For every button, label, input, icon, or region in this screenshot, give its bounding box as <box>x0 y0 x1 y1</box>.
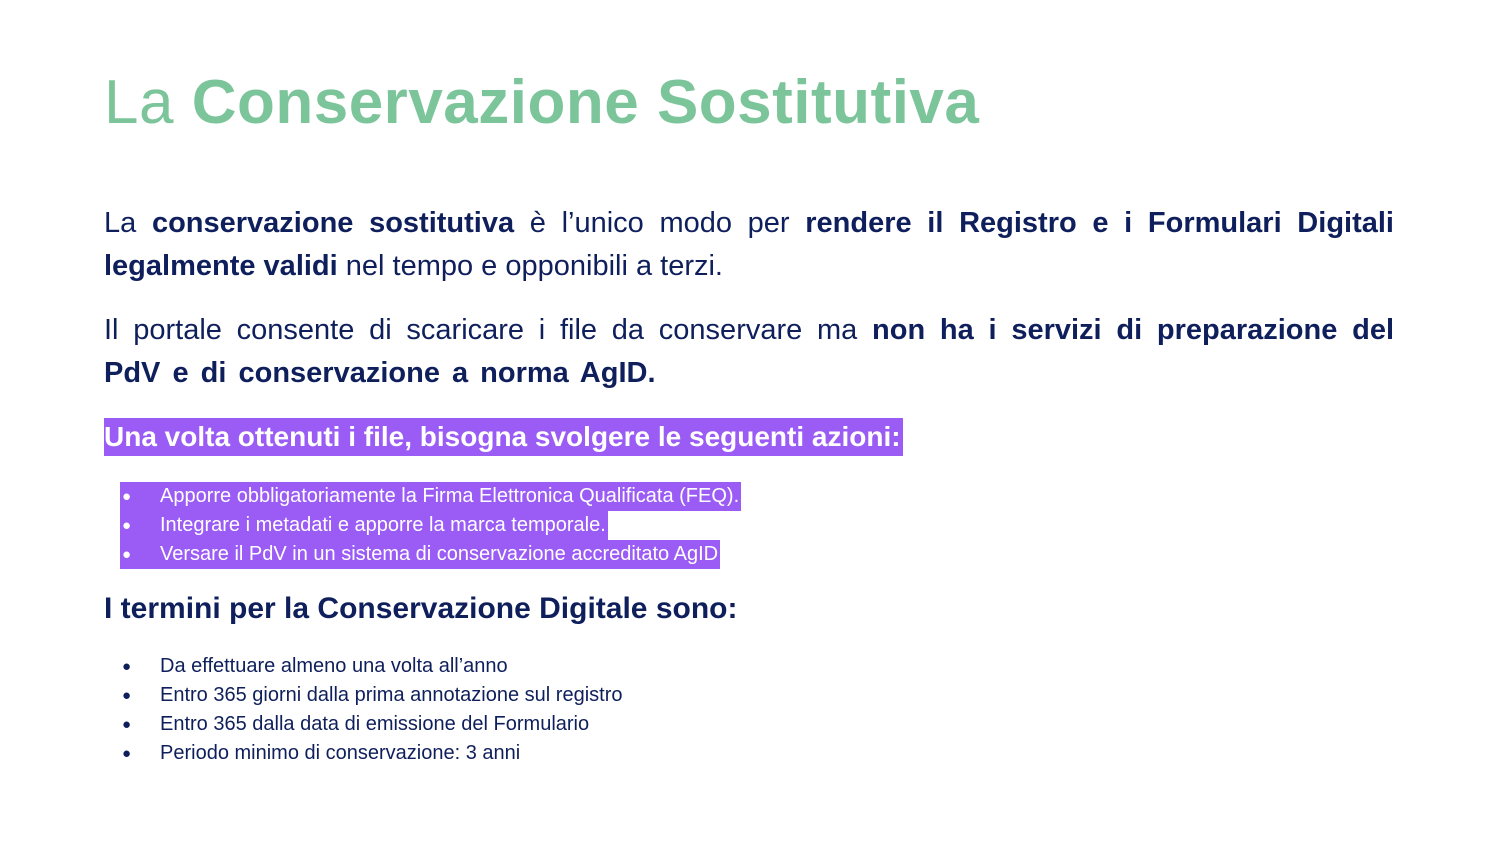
p1-bold-1: conservazione sostitutiva <box>151 207 515 239</box>
list-item <box>120 652 623 681</box>
p1-text-3: nel tempo e opponibili a terzi. <box>337 250 723 282</box>
action-text: Integrare i metadati e apporre la marca temporale. <box>160 514 606 536</box>
slide-title <box>104 62 979 144</box>
p2-text-1: Il portale consente di scaricare i file da conservare ma <box>104 314 873 346</box>
list-item <box>120 739 623 768</box>
paragraph-portale <box>104 309 1394 395</box>
list-item <box>120 482 741 511</box>
actions-list <box>120 482 741 569</box>
bullet-icon: ● <box>122 745 132 762</box>
bullet-icon: ● <box>122 546 132 563</box>
term-text: Da effettuare almeno una volta all’anno <box>160 655 508 677</box>
p1-text-2: è l’unico modo per <box>514 207 806 239</box>
list-item <box>120 511 741 540</box>
bullet-icon: ● <box>122 687 132 704</box>
list-item <box>120 681 623 710</box>
term-text: Entro 365 dalla data di emissione del Formulario <box>160 713 590 735</box>
list-item <box>120 710 623 739</box>
term-text: Entro 365 giorni dalla prima annotazione sul registro <box>160 684 623 706</box>
p2-bold-1: non ha i servizi di preparazione del PdV e di conservazione a norma AgID. <box>104 314 1395 389</box>
bullet-icon: ● <box>122 716 132 733</box>
highlight-wrap <box>120 540 720 569</box>
highlight-wrap <box>120 511 608 540</box>
p1-bold-2: rendere il Registro e i Formulari Digitali legalmente validi <box>104 207 1394 282</box>
action-text: Versare il PdV in un sistema di conservazione accreditato AgID <box>160 543 719 565</box>
list-item <box>120 540 741 569</box>
title-light: La <box>104 68 192 137</box>
bullet-icon: ● <box>122 517 132 534</box>
title-bold: Conservazione Sostitutiva <box>191 68 980 137</box>
highlight-wrap <box>120 482 741 511</box>
bullet-icon: ● <box>122 658 132 675</box>
terms-heading: I termini per la Conservazione Digitale sono: <box>104 592 738 625</box>
terms-list <box>120 652 623 768</box>
bullet-icon: ● <box>122 488 132 505</box>
p1-text-1: La <box>104 207 152 239</box>
actions-heading: Una volta ottenuti i file, bisogna svolgere le seguenti azioni: <box>104 418 903 456</box>
action-text: Apporre obbligatoriamente la Firma Elettronica Qualificata (FEQ). <box>160 485 740 507</box>
paragraph-conservazione <box>104 202 1394 288</box>
term-text: Periodo minimo di conservazione: 3 anni <box>160 742 521 764</box>
